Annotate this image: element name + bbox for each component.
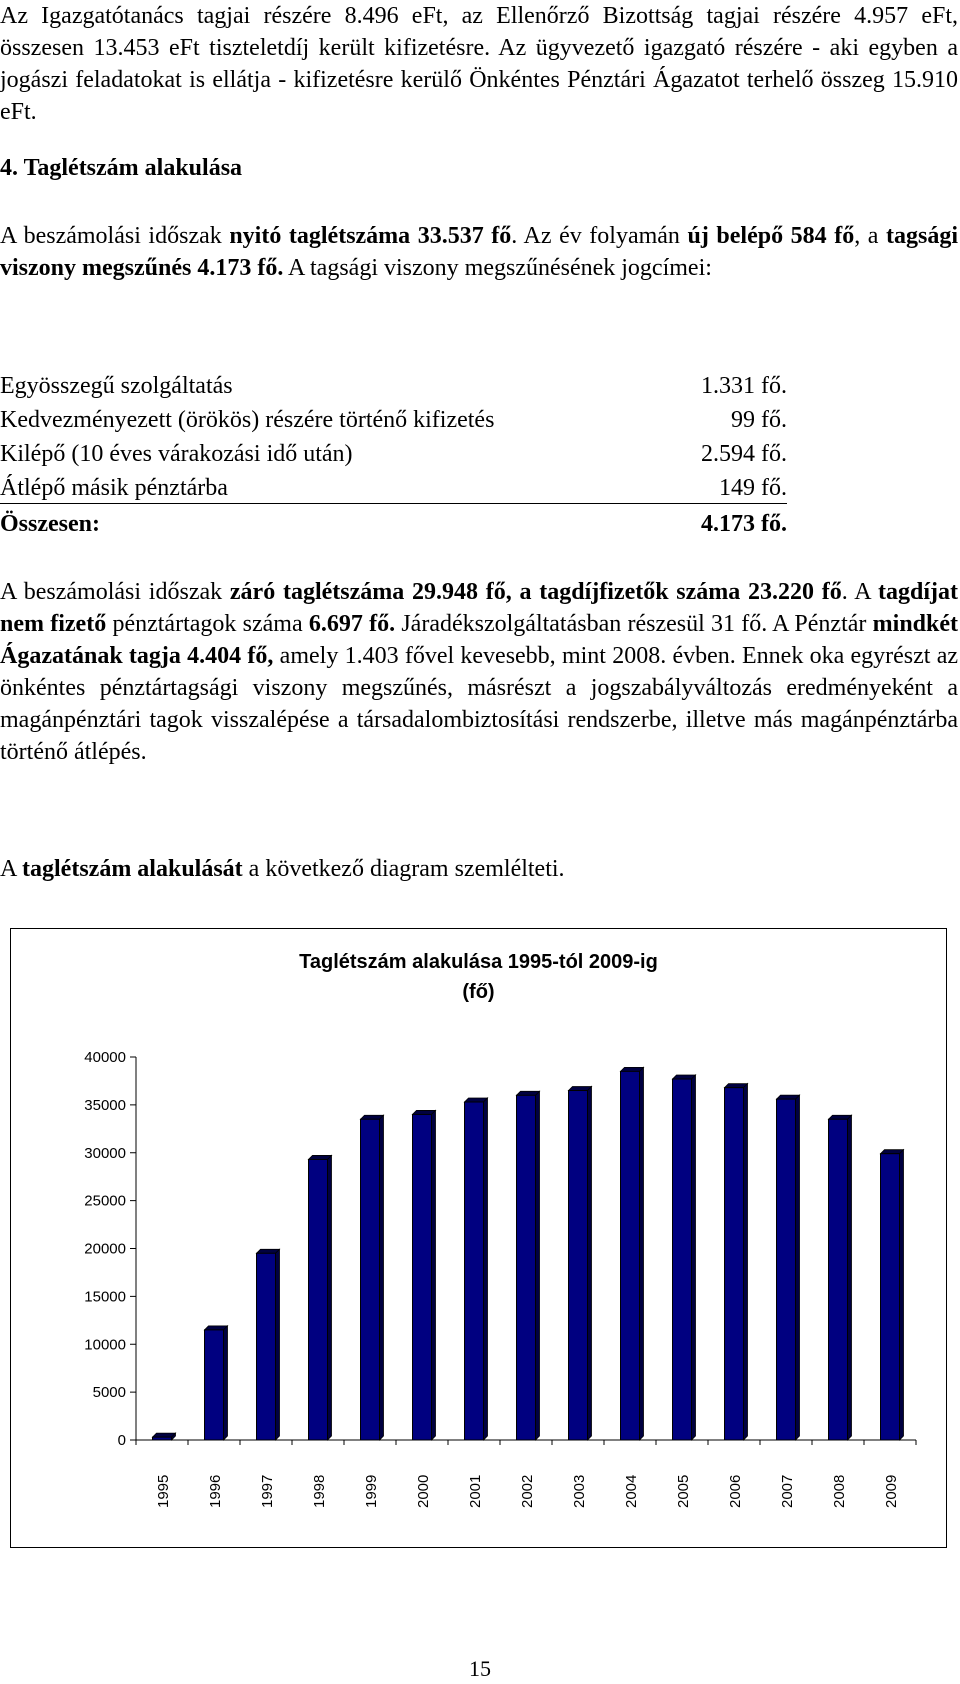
non-paying-label: tagdíjat nem fizető (0, 579, 958, 637)
bar (673, 1079, 692, 1440)
bar-side (692, 1075, 696, 1440)
termination-row-label: Kedvezményezett (örökös) részére történő kifizetés (0, 407, 495, 433)
page-number: 15 (469, 1656, 491, 1681)
opening-members-count: nyitó taglétszáma 33.537 fő (229, 223, 512, 249)
closing-text-1: A beszámolási időszak (0, 579, 230, 605)
bar (465, 1102, 484, 1440)
y-tick-label: 0 (117, 1432, 126, 1449)
termination-row-label: Kilépő (10 éves várakozási idő után) (0, 441, 353, 467)
y-tick-label: 15000 (84, 1288, 126, 1306)
y-tick-label: 10000 (84, 1336, 126, 1354)
x-tick-label: 2001 (467, 1474, 484, 1508)
diagram-text-1: A (0, 856, 23, 882)
y-tick-label: 25000 (84, 1192, 126, 1210)
opening-text-2: . Az év folyamán (511, 223, 688, 249)
closing-text-4: Járadékszolgáltatásban részesül 31 fő. A Pénztár (395, 611, 873, 637)
closing-paragraph (0, 576, 958, 768)
termination-row (0, 441, 787, 475)
bar-side (380, 1115, 384, 1440)
chart-title-line-1: Taglétszám alakulása 1995-tól 2009-ig (299, 951, 658, 973)
bar (205, 1330, 224, 1440)
bar (153, 1437, 172, 1440)
intro-text: Az Igazgatótanács tagjai részére 8.496 eFt, az Ellenőrző Bizottság tagjai részére 4.957 eFt, összesen 13.453 eFt tiszteletdíj került kifizetésre. Az ügyvezető igazgató részére - aki egyben a jogászi feladatokat is ellátja - kifizetésre kerülő Önkéntes Pénztári Ágazatot terhelő összeg 15.910 eFt. (0, 3, 958, 125)
x-tick-label: 1996 (207, 1474, 224, 1508)
termination-total-label: Összesen: (0, 511, 100, 537)
terminations-count: tagsági viszony megszűnés 4.173 fő. (0, 223, 959, 281)
bar-side (536, 1091, 540, 1440)
opening-text-1: A beszámolási időszak (0, 223, 230, 249)
x-tick-label: 1999 (363, 1474, 380, 1508)
bar-side (900, 1150, 904, 1440)
x-tick-label: 1998 (311, 1474, 328, 1508)
bar-side (848, 1115, 852, 1440)
bar-side (744, 1084, 748, 1440)
bar (257, 1253, 276, 1440)
bar (569, 1091, 588, 1440)
x-tick-label: 2007 (779, 1474, 796, 1508)
bar (881, 1154, 900, 1440)
section-heading: 4. Taglétszám alakulása (0, 155, 243, 181)
x-tick-label: 2004 (623, 1474, 640, 1508)
chart-title-line-2: (fő) (462, 981, 495, 1003)
y-tick-label: 35000 (84, 1096, 126, 1114)
diagram-text-bold: taglétszám alakulását (22, 856, 243, 882)
bar (309, 1159, 328, 1440)
closing-text-2: . A (841, 579, 878, 605)
x-tick-label: 2006 (727, 1474, 744, 1508)
termination-row (0, 407, 787, 441)
diagram-intro-paragraph (0, 853, 958, 885)
x-tick-label: 1995 (155, 1474, 172, 1508)
intro-paragraph (0, 0, 958, 128)
bar-side (484, 1098, 488, 1440)
bar (777, 1099, 796, 1440)
termination-row-value: 99 fő. (731, 407, 787, 433)
bar-side (328, 1155, 332, 1440)
x-tick-label: 2008 (831, 1474, 848, 1508)
opening-text-3: , a (854, 223, 887, 249)
opening-paragraph (0, 220, 958, 284)
termination-row-value: 149 fő. (719, 475, 787, 501)
x-tick-label: 2002 (519, 1474, 536, 1508)
bar-side (224, 1326, 228, 1440)
termination-row (0, 373, 787, 407)
opening-text-4: A tagsági viszony megszűnésének jogcímei: (283, 255, 712, 281)
bar (517, 1095, 536, 1440)
termination-row-value: 1.331 fő. (701, 373, 787, 399)
both-sectors-count: mindkét Ágazatának tagja 4.404 fő, (0, 611, 959, 669)
bar-side (588, 1087, 592, 1440)
bar-chart (11, 929, 946, 1547)
bar (829, 1119, 848, 1440)
closing-text-5: amely 1.403 fővel kevesebb, mint 2008. évben. Ennek oka egyrészt az önkéntes pénztártagsági viszony megszűnés, másrészt a jogszabályváltozás eredményeként a magánpénztári tagok visszalépése a társadalombiztosítási rendszerbe, illetve más magánpénztárba történő átlépés. (0, 643, 958, 765)
bar (413, 1114, 432, 1440)
termination-row-label: Egyösszegű szolgáltatás (0, 373, 233, 399)
bar (725, 1088, 744, 1440)
bar-side (432, 1110, 436, 1440)
chart-frame (10, 928, 947, 1548)
non-paying-count: 6.697 fő. (308, 611, 396, 637)
termination-row-label: Átlépő másik pénztárba (0, 475, 228, 501)
x-tick-label: 2009 (883, 1474, 900, 1508)
x-tick-label: 2003 (571, 1474, 588, 1508)
bar-side (640, 1067, 644, 1440)
diagram-text-2: a következő diagram szemlélteti. (242, 856, 565, 882)
y-tick-label: 30000 (84, 1144, 126, 1162)
y-tick-label: 20000 (84, 1240, 126, 1258)
x-tick-label: 2005 (675, 1474, 692, 1508)
bar-side (796, 1095, 800, 1440)
termination-total-value: 4.173 fő. (701, 511, 787, 537)
x-tick-label: 2000 (415, 1474, 432, 1508)
bar (361, 1119, 380, 1440)
y-tick-label: 5000 (92, 1384, 126, 1402)
termination-total-row (0, 511, 787, 545)
termination-row-value: 2.594 fő. (701, 441, 787, 467)
bar-side (276, 1249, 280, 1440)
new-members-count: új belépő 584 fő (687, 223, 855, 249)
table-divider (0, 503, 787, 504)
closing-text-3: pénztártagok száma (106, 611, 309, 637)
closing-members-count: záró taglétszáma 29.948 fő, a tagdíjfizetők száma 23.220 fő (229, 579, 842, 605)
y-tick-label: 40000 (84, 1049, 126, 1066)
bar (621, 1071, 640, 1440)
x-tick-label: 1997 (259, 1474, 276, 1508)
